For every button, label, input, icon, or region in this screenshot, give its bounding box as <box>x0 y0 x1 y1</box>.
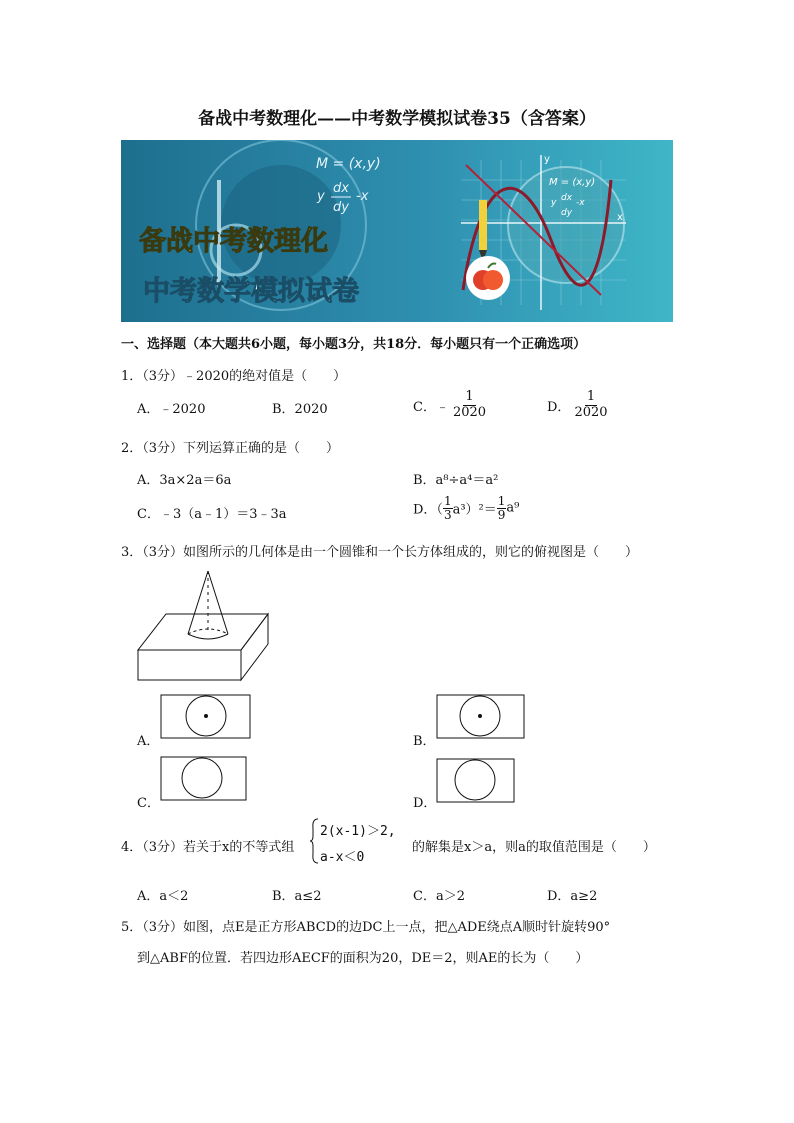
q3-option-a-figure <box>160 694 252 740</box>
question-5-line-1: 5．（3分）如图，点E是正方形ABCD的边DC上一点，把△ADE绕点A顺时针旋转90° <box>121 920 611 935</box>
q1-option-a: A．﹣2020 <box>137 402 206 417</box>
q3-option-c-figure <box>160 756 248 802</box>
svg-text:dy: dy <box>561 208 573 218</box>
svg-text:dy: dy <box>333 200 349 215</box>
q3-option-a-label: A． <box>137 734 160 749</box>
banner-line2: 中考数学模拟试卷 <box>143 276 359 307</box>
q3-option-d-figure <box>436 758 516 804</box>
question-1-stem: 1．（3分）﹣2020的绝对值是（ ） <box>121 369 347 384</box>
question-4-stem-pre: 4．（3分）若关于x的不等式组 <box>121 840 295 855</box>
svg-text:y: y <box>551 198 557 208</box>
q1-option-c: C．﹣ $\frac{1}{2020}$ <box>413 389 487 420</box>
q1-option-b: B．2020 <box>272 402 328 417</box>
inequality-brace <box>309 818 319 868</box>
banner-image <box>121 140 673 322</box>
q3-option-b-label: B． <box>413 734 436 749</box>
question-3-stem: 3．（3分）如图所示的几何体是由一个圆锥和一个长方体组成的，则它的俯视图是（ ） <box>121 545 639 560</box>
q4-option-b: B．a≤2 <box>272 889 322 904</box>
svg-text:dx: dx <box>561 193 573 203</box>
q2-option-a: A．3a×2a＝6a <box>137 473 232 488</box>
question-4-stem-post: 的解集是x＞a，则a的取值范围是（ ） <box>412 840 656 855</box>
geometry-figure <box>136 568 276 683</box>
svg-text:-x: -x <box>576 198 585 208</box>
q3-option-d-label: D． <box>413 796 437 811</box>
section-heading: 一、选择题（本大题共6小题，每小题3分，共18分．每小题只有一个正确选项） <box>121 337 587 352</box>
inequality-line-2: a-x＜0 <box>320 850 365 865</box>
q1-option-d: D． $\frac{1}{2020}$ <box>547 389 608 420</box>
question-5-line-2: 到△ABF的位置．若四边形AECF的面积为20，DE＝2，则AE的长为（ ） <box>137 951 589 966</box>
inequality-line-1: 2(x-1)＞2, <box>320 824 396 839</box>
page-title: 备战中考数理化——中考数学模拟试卷35（含答案） <box>198 109 596 129</box>
svg-text:x: x <box>617 212 623 223</box>
q4-option-c: C．a＞2 <box>413 889 465 904</box>
q2-option-d: D．（ $\frac{1}{3}$ a³）²＝ $\frac{1}{9}$ a⁹ <box>413 494 520 522</box>
banner-line1: 备战中考数理化 <box>139 226 328 257</box>
svg-text:y: y <box>544 154 550 165</box>
q2-option-b: B．a⁸÷a⁴＝a² <box>413 473 499 488</box>
q3-option-c-label: C． <box>137 796 160 811</box>
q4-option-d: D．a≥2 <box>547 889 598 904</box>
q3-option-b-figure <box>436 694 526 740</box>
svg-text:M = (x,y): M = (x,y) <box>549 177 596 188</box>
banner-graphic <box>121 140 673 322</box>
svg-text:M = (x,y): M = (x,y) <box>316 156 381 172</box>
question-2-stem: 2．（3分）下列运算正确的是（ ） <box>121 441 340 456</box>
svg-text:-x: -x <box>356 189 369 204</box>
svg-text:y: y <box>317 189 325 204</box>
q2-option-c: C．﹣3（a﹣1）＝3﹣3a <box>137 507 287 522</box>
svg-text:dx: dx <box>333 181 349 196</box>
q4-option-a: A．a＜2 <box>137 889 189 904</box>
